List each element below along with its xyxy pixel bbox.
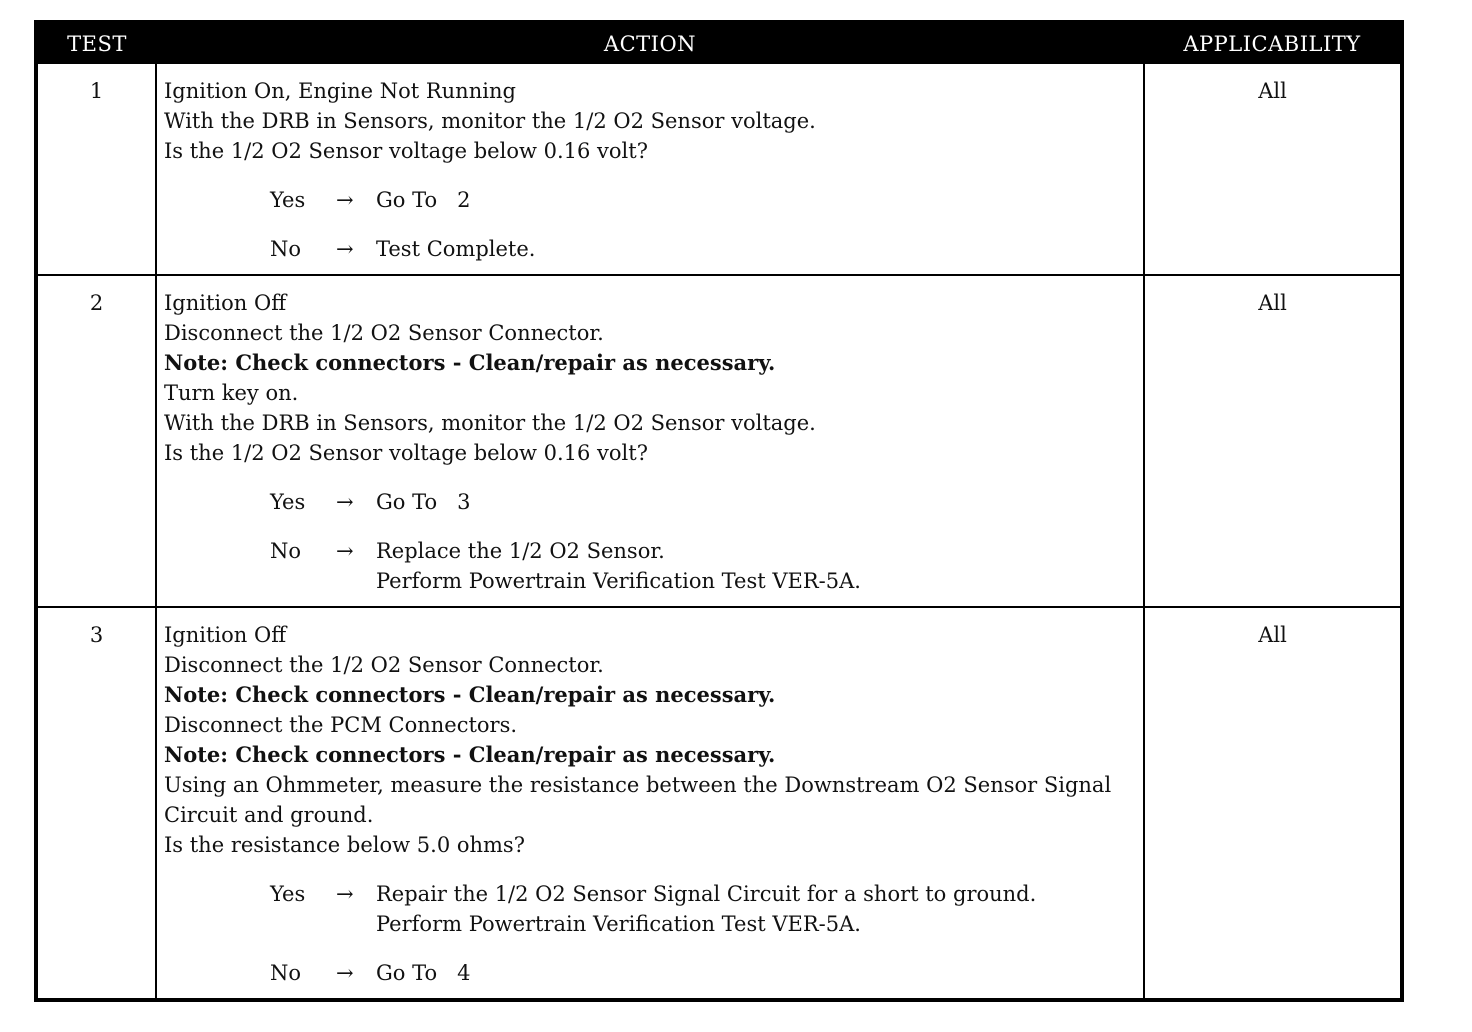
header-applicability: APPLICABILITY xyxy=(1144,22,1402,64)
action-line: Disconnect the 1/2 O2 Sensor Connector. xyxy=(164,321,604,345)
action-line: Using an Ohmmeter, measure the resistance between the Downstream O2 Sensor Signal Circuit and ground. xyxy=(164,773,1112,827)
applicability-cell: All xyxy=(1144,64,1402,275)
applicability-cell: All xyxy=(1144,275,1402,607)
right-arrow-icon: → xyxy=(336,237,354,261)
right-arrow-icon: → xyxy=(336,490,354,514)
action-line: Disconnect the 1/2 O2 Sensor Connector. xyxy=(164,653,604,677)
note-line: Note: Check connectors - Clean/repair as necessary. xyxy=(164,350,776,375)
outcome-result-line: Go To 3 xyxy=(376,490,471,514)
table-row xyxy=(36,607,1402,1000)
action-line: With the DRB in Sensors, monitor the 1/2 O2 Sensor voltage. xyxy=(164,109,816,133)
table-row xyxy=(36,64,1402,275)
test-number: 1 xyxy=(36,64,156,275)
outcome-result-line: Test Complete. xyxy=(376,237,536,261)
outcome-answer: No xyxy=(270,539,302,563)
right-arrow-icon: → xyxy=(336,882,354,906)
outcome-result-line: Repair the 1/2 O2 Sensor Signal Circuit for a short to ground. xyxy=(376,882,1037,906)
outcome-answer: No xyxy=(270,961,302,985)
outcome-answer: Yes xyxy=(270,882,306,906)
outcome-result xyxy=(376,536,1139,596)
outcome-yes xyxy=(270,185,1139,215)
action-line: Disconnect the PCM Connectors. xyxy=(164,713,518,737)
right-arrow-icon: → xyxy=(336,188,354,212)
action-line: Ignition On, Engine Not Running xyxy=(164,79,516,103)
note-line: Note: Check connectors - Clean/repair as necessary. xyxy=(164,742,776,767)
action-line: Is the 1/2 O2 Sensor voltage below 0.16 volt? xyxy=(164,139,648,163)
header-test: TEST xyxy=(36,22,156,64)
applicability-cell: All xyxy=(1144,607,1402,1000)
outcome-answer: Yes xyxy=(270,188,306,212)
action-line: Turn key on. xyxy=(164,381,299,405)
outcome-answer: Yes xyxy=(270,490,306,514)
action-line: Ignition Off xyxy=(164,623,287,647)
outcome-result xyxy=(376,879,1139,939)
action-line: Is the 1/2 O2 Sensor voltage below 0.16 volt? xyxy=(164,441,648,465)
outcome-result xyxy=(376,487,1139,517)
action-cell xyxy=(156,64,1144,275)
outcome-result xyxy=(376,185,1139,215)
outcome-result xyxy=(376,958,1139,988)
note-line: Note: Check connectors - Clean/repair as necessary. xyxy=(164,682,776,707)
right-arrow-icon: → xyxy=(336,961,354,985)
outcome-no xyxy=(270,234,1139,264)
outcome-no xyxy=(270,536,1139,596)
action-line: Is the resistance below 5.0 ohms? xyxy=(164,833,525,857)
outcome-result-line: Perform Powertrain Verification Test VER-5A. xyxy=(376,912,861,936)
action-line: With the DRB in Sensors, monitor the 1/2 O2 Sensor voltage. xyxy=(164,411,816,435)
outcome-result-line: Replace the 1/2 O2 Sensor. xyxy=(376,539,665,563)
table-header-row xyxy=(36,22,1402,64)
table-row xyxy=(36,275,1402,607)
test-number: 2 xyxy=(36,275,156,607)
outcome-answer: No xyxy=(270,237,302,261)
outcome-yes xyxy=(270,879,1139,939)
outcome-result-line: Perform Powertrain Verification Test VER-5A. xyxy=(376,569,861,593)
action-line: Ignition Off xyxy=(164,291,287,315)
outcome-result-line: Go To 4 xyxy=(376,961,471,985)
outcome-result-line: Go To 2 xyxy=(376,188,471,212)
outcome-no xyxy=(270,958,1139,988)
action-cell xyxy=(156,275,1144,607)
action-cell xyxy=(156,607,1144,1000)
right-arrow-icon: → xyxy=(336,539,354,563)
header-action: ACTION xyxy=(156,22,1144,64)
outcome-result xyxy=(376,234,1139,264)
diagnostic-test-table xyxy=(34,20,1404,1002)
outcome-yes xyxy=(270,487,1139,517)
test-number: 3 xyxy=(36,607,156,1000)
